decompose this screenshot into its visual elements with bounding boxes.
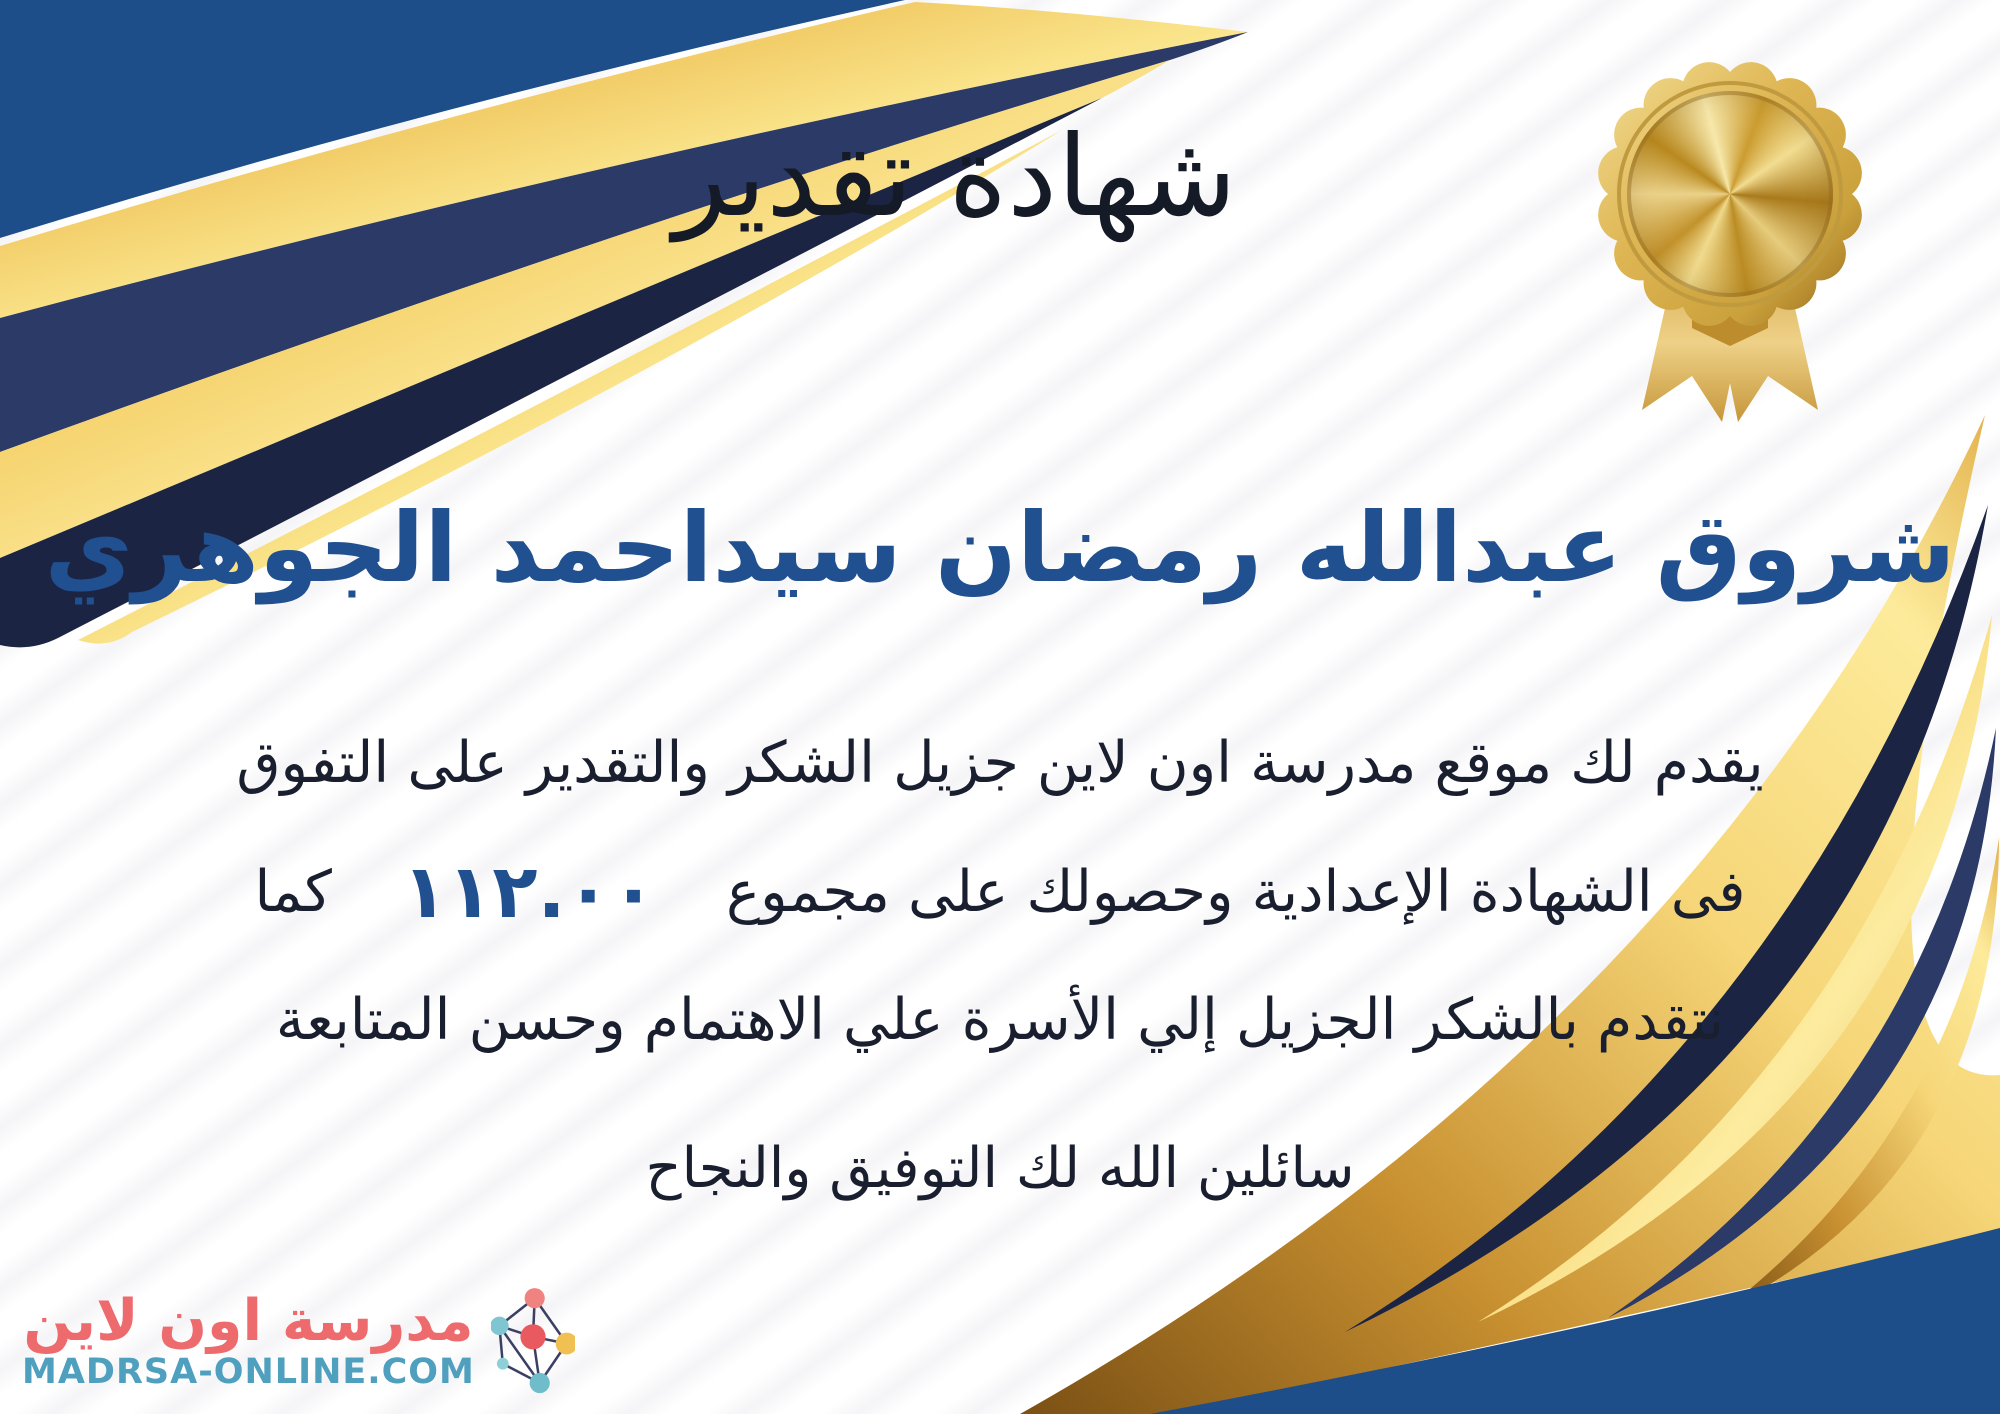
certificate-title: شهادة تقدير [673, 112, 1237, 242]
certificate-body [0, 708, 2000, 1076]
body-line-2-after: كما [254, 858, 332, 925]
closing-line: سائلين الله لك التوفيق والنجاح [645, 1136, 1355, 1201]
body-line-2-before: فى الشهادة الإعدادية وحصولك على مجموع [726, 858, 1746, 925]
site-logo [22, 1282, 575, 1400]
body-line-1: يقدم لك موقع مدرسة اون لاين جزيل الشكر والتقدير على التفوق [236, 730, 1764, 796]
total-score-value: ١١٢.٠٠ [402, 848, 657, 935]
network-graph-icon [491, 1282, 575, 1400]
gold-medal-icon [1580, 44, 1880, 444]
logo-arabic-name: مدرسة اون لاين [23, 1287, 474, 1354]
logo-website-url: MADRSA-ONLINE.COM [22, 1352, 475, 1393]
logo-text-block [22, 1287, 475, 1393]
student-name: شروق عبدالله رمضان سيداحمد الجوهري [44, 492, 1956, 604]
body-line-2 [0, 820, 2000, 965]
body-line-3: نتقدم بالشكر الجزيل إلي الأسرة علي الاهتمام وحسن المتابعة [275, 986, 1725, 1053]
